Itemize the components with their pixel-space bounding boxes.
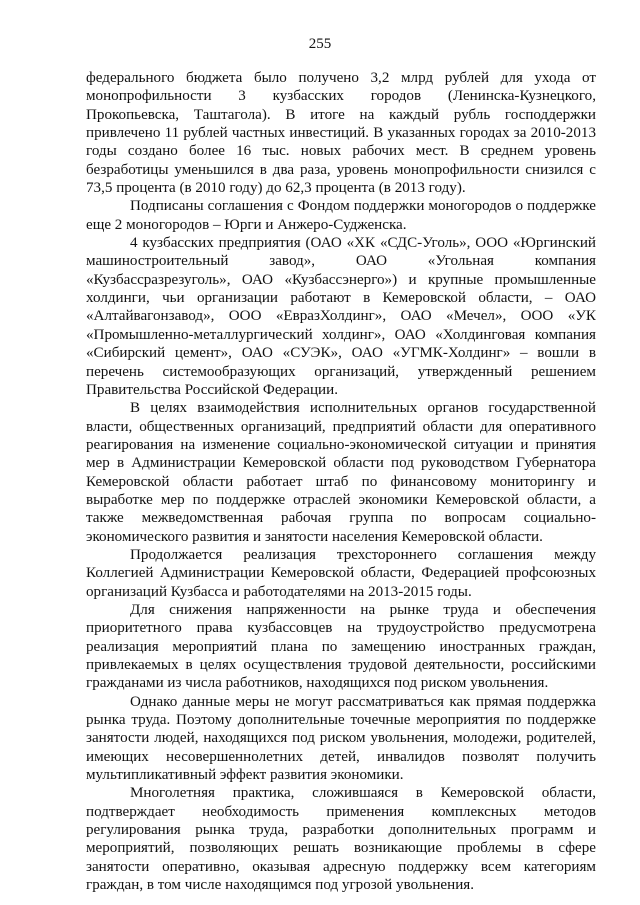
body-text — [86, 69, 596, 894]
paragraph: Однако данные меры не могут рассматриваться как прямая поддержка рынка труда. Поэтому дополнительные точечные мероприятия по поддержке занятости людей, находящихся под риском увольнения, молодежи, родителей, имеющих несовершеннолетних детей, инвалидов позволят получить мультипликативный эффект развития экономики. — [86, 693, 596, 784]
paragraph: Многолетняя практика, сложившаяся в Кемеровской области, подтверждает необходимость применения комплексных методов регулирования рынка труда, разработки дополнительных программ и мероприятий, позволяющих решать возникающие проблемы в сфере занятости оперативно, оказывая адресную поддержку всем категориям граждан, в том числе находящимся под угрозой увольнения. — [86, 785, 596, 894]
paragraph: 4 кузбасских предприятия (ОАО «ХК «СДС-Уголь», ООО «Юргинский машиностроительный завод», ОАО «Угольная компания «Кузбассразрезуголь», ОАО «Кузбассэнерго») и крупные промышленные холдинги, чьи организации работают в Кемеровской области, – ОАО «Алтайвагонзавод», ООО «ЕвразХолдинг», ОАО «Мечел», ООО «УК «Промышленно-металлургический холдинг», ОАО «Холдинговая компания «Сибирский цемент», ОАО «СУЭК», ОАО «УГМК-Холдинг» – вошли в перечень системообразующих организаций, утвержденный решением Правительства Российской Федерации. — [86, 235, 596, 398]
paragraph: федерального бюджета было получено 3,2 млрд рублей для ухода от монопрофильности 3 кузбасских городов (Ленинска-Кузнецкого, Прокопьевска, Таштагола). В итоге на каждый рубль господдержки привлечено 11 рублей частных инвестиций. В указанных городах за 2010-2013 годы создано более 16 тыс. новых рабочих мест. В среднем уровень безработицы уменьшился в два раза, уровень монопрофильности снизился с 73,5 процента (в 2010 году) до 62,3 процента (в 2013 году). — [86, 70, 596, 197]
paragraph: Для снижения напряженности на рынке труда и обеспечения приоритетного права кузбассовцев на трудоустройство предусмотрена реализация мероприятий плана по замещению иностранных граждан, привлекаемых в целях осуществления трудовой деятельности, российскими гражданами из числа работников, находящихся под риском увольнения. — [86, 601, 596, 692]
page-number: 255 — [308, 36, 332, 52]
paragraph: Продолжается реализация трехстороннего соглашения между Коллегией Администрации Кемеровской области, Федерацией профсоюзных организаций Кузбасса и работодателями на 2013-2015 годы. — [86, 546, 596, 600]
paragraph: Подписаны соглашения с Фондом поддержки моногородов о поддержке еще 2 моногородов – Юрги и Анжеро-Судженска. — [86, 198, 596, 233]
paragraph: В целях взаимодействия исполнительных органов государственной власти, общественных организаций, предприятий области для оперативного реагирования на изменение социально-экономической ситуации и принятия мер в Администрации Кемеровской области под руководством Губернатора Кемеровской области работает штаб по финансовому мониторингу и выработке мер по поддержке отраслей экономики Кемеровской области, а также межведомственная рабочая группа по вопросам социально-экономического развития и занятости населения Кемеровской области. — [86, 400, 596, 545]
